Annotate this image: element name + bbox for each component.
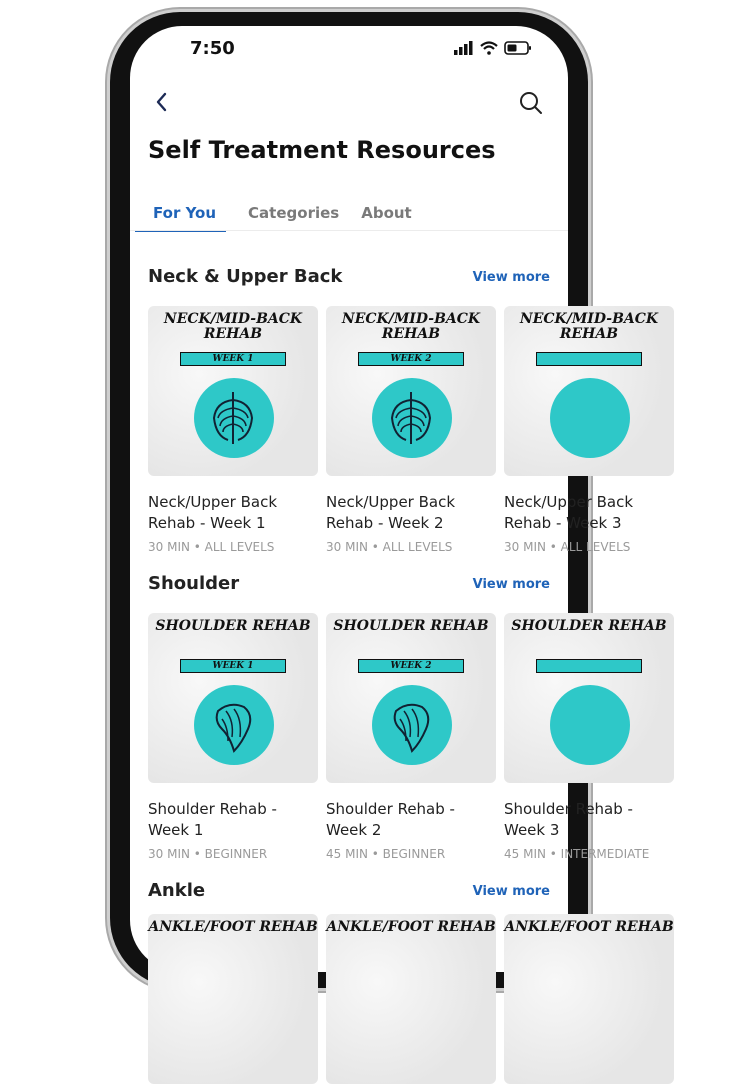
- thumbnail-title: SHOULDER REHAB: [333, 618, 489, 634]
- card-meta: 30 MIN • BEGINNER: [148, 847, 268, 861]
- status-bar: [130, 26, 568, 70]
- tab-categories[interactable]: Categories: [248, 204, 340, 222]
- tab-for-you[interactable]: For You: [135, 198, 226, 232]
- section-header: [130, 573, 568, 603]
- ribcage-icon: [208, 390, 258, 446]
- search-icon[interactable]: [518, 90, 544, 116]
- card-thumbnail: [148, 613, 318, 783]
- view-more-link[interactable]: View more: [472, 884, 550, 899]
- card-title: Neck/Upper Back Rehab - Week 2: [326, 493, 456, 532]
- wifi-icon: [480, 41, 498, 55]
- resource-card[interactable]: [148, 914, 318, 1084]
- card-meta: 30 MIN • ALL LEVELS: [504, 540, 631, 554]
- section-header: [130, 266, 568, 296]
- tab-about[interactable]: About: [361, 204, 412, 222]
- view-more-link[interactable]: View more: [472, 270, 550, 285]
- section-title: Ankle: [148, 880, 206, 901]
- view-more-link[interactable]: View more: [472, 577, 550, 592]
- card-meta: 45 MIN • BEGINNER: [326, 847, 446, 861]
- section-header: [130, 880, 568, 910]
- battery-icon: [504, 41, 532, 55]
- card-meta: 45 MIN • INTERMEDIATE: [504, 847, 650, 861]
- nav-bar: [130, 88, 568, 124]
- card-thumbnail: [326, 306, 496, 476]
- signal-icon: [454, 41, 474, 55]
- thumbnail-week-badge: WEEK 1: [180, 659, 286, 673]
- resource-card[interactable]: [148, 306, 318, 554]
- thumbnail-week-badge: [536, 659, 642, 673]
- card-thumbnail: [326, 914, 496, 1084]
- thumbnail-title: ANKLE/FOOT REHAB: [326, 919, 496, 935]
- thumbnail-title: NECK/MID-BACK REHAB: [519, 311, 659, 342]
- thumbnail-title: NECK/MID-BACK REHAB: [341, 311, 481, 342]
- card-title: Neck/Upper Back Rehab - Week 1: [148, 493, 278, 532]
- thumbnail-week-badge: WEEK 2: [358, 659, 464, 673]
- card-thumbnail: [504, 613, 674, 783]
- thumbnail-title: ANKLE/FOOT REHAB: [148, 919, 318, 935]
- card-meta: 30 MIN • ALL LEVELS: [148, 540, 275, 554]
- section-ankle: [130, 880, 674, 935]
- resource-card[interactable]: [504, 914, 674, 1084]
- app-screen: [130, 26, 674, 972]
- card-thumbnail: [504, 914, 674, 1084]
- card-title: Neck/Upper Back Rehab - Week 3: [504, 493, 634, 532]
- shoulder-muscle-icon: [208, 697, 258, 753]
- teal-splash: [550, 378, 630, 458]
- thumbnail-title: ANKLE/FOOT REHAB: [504, 919, 674, 935]
- page-title: Self Treatment Resources: [148, 136, 496, 164]
- section-shoulder: [130, 573, 667, 861]
- resource-card[interactable]: [326, 306, 496, 554]
- chevron-left-icon[interactable]: [152, 88, 174, 116]
- tab-bar: [148, 198, 434, 232]
- section-title: Neck & Upper Back: [148, 266, 343, 287]
- status-time: 7:50: [190, 38, 235, 59]
- card-thumbnail: [504, 306, 674, 476]
- status-icons: [454, 41, 532, 55]
- resource-card[interactable]: [148, 613, 318, 861]
- resource-card[interactable]: [504, 613, 674, 861]
- thumbnail-week-badge: [536, 352, 642, 366]
- section-neck-upper-back: [130, 266, 659, 554]
- card-thumbnail: [148, 914, 318, 1084]
- card-thumbnail: [326, 613, 496, 783]
- thumbnail-title: SHOULDER REHAB: [155, 618, 311, 634]
- card-title: Shoulder Rehab - Week 3: [504, 800, 633, 839]
- card-row: [148, 914, 748, 974]
- teal-splash: [550, 685, 630, 765]
- resource-card[interactable]: [326, 914, 496, 1084]
- ribcage-icon: [386, 390, 436, 446]
- card-thumbnail: [148, 306, 318, 476]
- card-meta: 30 MIN • ALL LEVELS: [326, 540, 453, 554]
- card-row: [148, 613, 748, 913]
- section-title: Shoulder: [148, 573, 240, 594]
- thumbnail-week-badge: WEEK 2: [358, 352, 464, 366]
- card-title: Shoulder Rehab - Week 2: [326, 800, 455, 839]
- resource-card[interactable]: [504, 306, 674, 554]
- card-title: Shoulder Rehab - Week 1: [148, 800, 277, 839]
- resource-card[interactable]: [326, 613, 496, 861]
- thumbnail-title: SHOULDER REHAB: [511, 618, 667, 634]
- tabs-divider: [130, 230, 568, 231]
- thumbnail-title: NECK/MID-BACK REHAB: [163, 311, 303, 342]
- thumbnail-week-badge: WEEK 1: [180, 352, 286, 366]
- card-row: [148, 306, 748, 606]
- shoulder-muscle-icon: [386, 697, 436, 753]
